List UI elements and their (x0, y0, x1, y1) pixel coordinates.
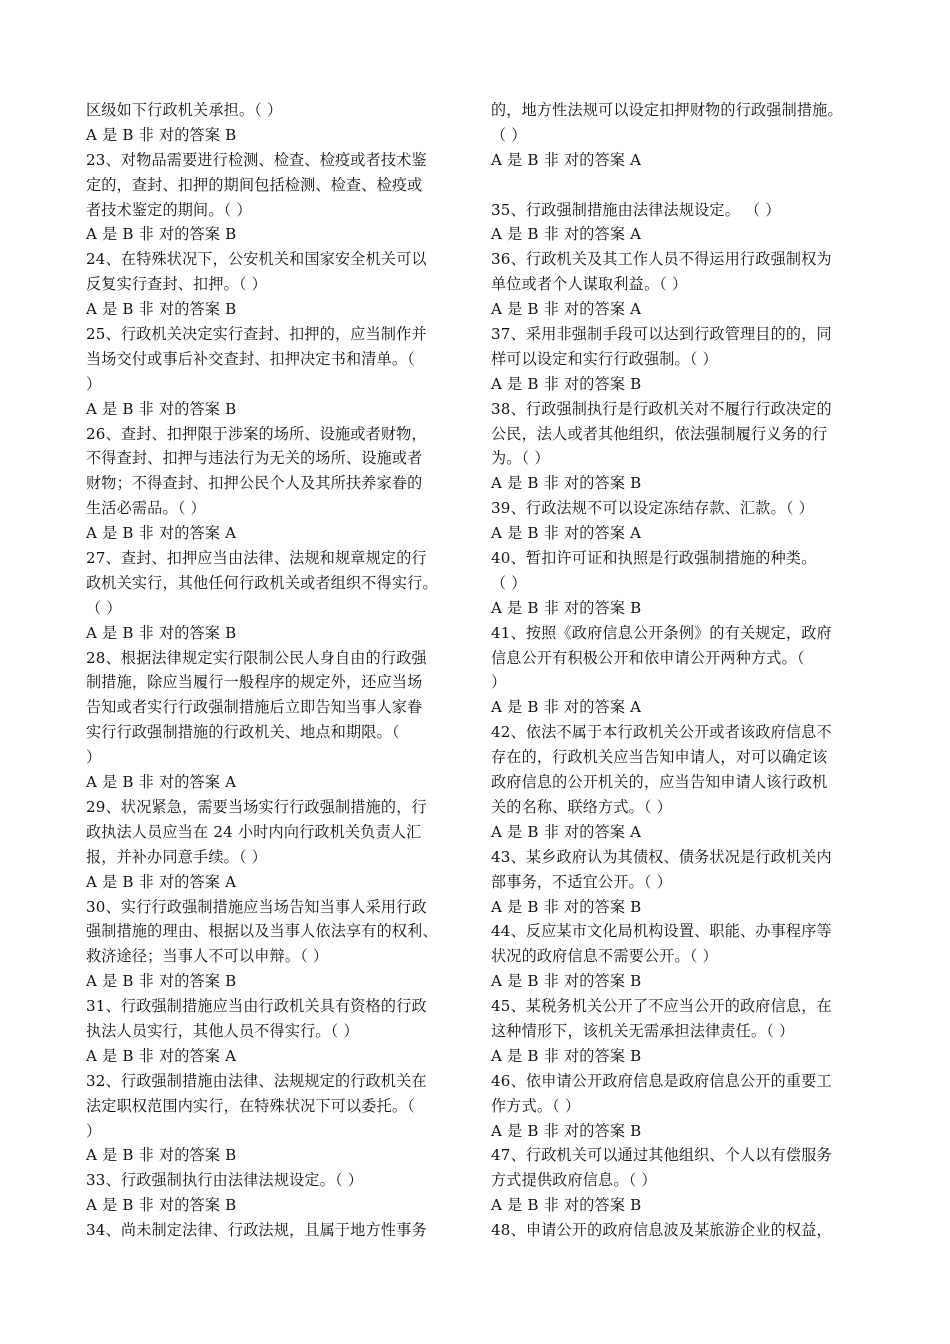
text-line: A 是 B 非 对的答案 B (86, 300, 237, 319)
text-line: 为。（ ） (491, 449, 550, 468)
text-line: A 是 B 非 对的答案 B (491, 1196, 642, 1215)
text-line: A 是 B 非 对的答案 A (491, 698, 642, 717)
text-line: 政执法人员应当在 24 小时内向行政机关负责人汇 (86, 822, 422, 841)
text-line: 47、行政机关可以通过其他组织、个人以有偿服务 (491, 1146, 832, 1165)
text-line: ） (86, 374, 102, 393)
text-line: A 是 B 非 对的答案 B (86, 972, 237, 991)
text-line: 31、行政强制措施应当由行政机关具有资格的行政 (86, 997, 427, 1016)
text-line: 单位或者个人谋取利益。（ ） (491, 275, 688, 294)
text-line: 45、某税务机关公开了不应当公开的政府信息，在 (491, 997, 832, 1016)
left-text-column (86, 98, 478, 1243)
text-line: 42、依法不属于本行政机关公开或者该政府信息不 (491, 723, 832, 742)
text-line: A 是 B 非 对的答案 B (491, 598, 642, 617)
right-text-column (491, 98, 883, 1243)
text-line: 23、对物品需要进行检测、检查、检疫或者技术鉴 (86, 150, 427, 169)
text-line: 30、实行行政强制措施应当场告知当事人采用行政 (86, 897, 427, 916)
text-line: 26、查封、扣押限于涉案的场所、设施或者财物， (86, 424, 427, 443)
text-line: 35、行政强制措施由法律法规设定。 （ ） (491, 200, 781, 219)
text-line: 39、行政法规不可以设定冻结存款、汇款。（ ） (491, 499, 814, 518)
text-line: A 是 B 非 对的答案 B (86, 623, 237, 642)
text-line: A 是 B 非 对的答案 B (491, 474, 642, 493)
text-line: 不得查封、扣押与违法行为无关的场所、设施或者 (86, 449, 423, 468)
text-line: 40、暂扣许可证和执照是行政强制措施的种类。 (491, 549, 817, 568)
text-line: 25、行政机关决定实行查封、扣押的，应当制作并 (86, 325, 427, 344)
text-line: A 是 B 非 对的答案 A (491, 150, 642, 169)
text-line: 财物；不得查封、扣押公民个人及其所扶养家眷的 (86, 474, 423, 493)
text-line: ） (86, 1121, 102, 1140)
text-line: ） (491, 673, 507, 692)
text-line: A 是 B 非 对的答案 B (491, 1046, 642, 1065)
text-line: 政机关实行，其他任何行政机关或者组织不得实行。 (86, 573, 438, 592)
text-line: 政府信息的公开机关的，应当告知申请人该行政机 (491, 773, 828, 792)
text-line: 这种情形下，该机关无需承担法律责任。（ ） (491, 1021, 795, 1040)
text-line: 36、行政机关及其工作人员不得运用行政强制权为 (491, 250, 832, 269)
text-line: （ ） (491, 125, 527, 144)
text-line: 报，并补办同意手续。（ ） (86, 847, 267, 866)
text-line: 当场交付或事后补交查封、扣押决定书和清单。（ (86, 349, 415, 368)
text-line: 32、行政强制措施由法律、法规规定的行政机关在 (86, 1071, 427, 1090)
text-line: 状况的政府信息不需要公开。（ ） (491, 947, 718, 966)
text-line: 48、申请公开的政府信息波及某旅游企业的权益， (491, 1221, 832, 1240)
text-line: 区级如下行政机关承担。（ ） (86, 101, 283, 119)
text-line: A 是 B 非 对的答案 A (86, 773, 237, 792)
text-line: A 是 B 非 对的答案 A (86, 524, 237, 543)
text-line: 告知或者实行行政强制措施后立即告知当事人家眷 (86, 698, 423, 717)
text-line: A 是 B 非 对的答案 B (86, 125, 237, 144)
text-line: 存在的，行政机关应当告知申请人，对可以确定该 (491, 748, 828, 767)
text-line: 关的名称、联络方式。（ ） (491, 797, 672, 816)
text-line: A 是 B 非 对的答案 B (491, 374, 642, 393)
text-line: 46、依申请公开政府信息是政府信息公开的重要工 (491, 1071, 832, 1090)
text-line: 29、状况紧急，需要当场实行行政强制措施的，行 (86, 797, 427, 816)
text-line: 定的，查封、扣押的期间包括检测、检查、检疫或 (86, 175, 423, 194)
text-line: ） (86, 748, 102, 767)
text-line: A 是 B 非 对的答案 B (86, 1196, 237, 1215)
text-line: 制措施，除应当履行一般程序的规定外，还应当场 (86, 673, 423, 692)
text-line: 法定职权范围内实行，在特殊状况下可以委托。（ (86, 1096, 415, 1115)
text-line: 38、行政强制执行是行政机关对不履行行政决定的 (491, 399, 832, 418)
text-line: A 是 B 非 对的答案 B (86, 1146, 237, 1165)
text-line: 27、查封、扣押应当由法律、法规和规章规定的行 (86, 549, 427, 568)
text-line: 反复实行查封、扣押。（ ） (86, 275, 267, 294)
text-line: 41、按照《政府信息公开条例》的有关规定，政府 (491, 623, 832, 642)
text-line: （ ） (491, 573, 527, 592)
text-line: 救济途径；当事人不可以申辩。（ ） (86, 947, 329, 966)
text-line: 33、行政强制执行由法律法规设定。（ ） (86, 1171, 364, 1190)
text-line: A 是 B 非 对的答案 B (491, 972, 642, 991)
text-line: A 是 B 非 对的答案 A (491, 225, 642, 244)
text-line: A 是 B 非 对的答案 B (491, 1121, 642, 1140)
text-line: 样可以设定和实行行政强制。（ ） (491, 349, 718, 368)
text-line: 实行行政强制措施的行政机关、地点和期限。（ (86, 723, 400, 742)
text-line: （ ） (86, 598, 122, 617)
text-line: 者技术鉴定的期间。（ ） (86, 200, 252, 219)
text-line: 方式提供政府信息。（ ） (491, 1171, 657, 1190)
text-line: 强制措施的理由、根据以及当事人依法享有的权利、 (86, 922, 438, 941)
text-line (491, 173, 883, 198)
text-line: A 是 B 非 对的答案 A (491, 524, 642, 543)
text-line: A 是 B 非 对的答案 A (86, 872, 237, 891)
text-line: 28、根据法律规定实行限制公民人身自由的行政强 (86, 648, 427, 667)
text-line: 作方式。（ ） (491, 1096, 581, 1115)
text-line: 43、某乡政府认为其债权、债务状况是行政机关内 (491, 847, 832, 866)
text-line: 部事务，不适宜公开。（ ） (491, 872, 672, 891)
text-line: 公民，法人或者其他组织，依法强制履行义务的行 (491, 424, 828, 443)
text-line: A 是 B 非 对的答案 B (86, 399, 237, 418)
text-line: A 是 B 非 对的答案 A (86, 1046, 237, 1065)
text-line: A 是 B 非 对的答案 A (491, 822, 642, 841)
text-line: 34、尚未制定法律、行政法规，且属于地方性事务 (86, 1221, 427, 1240)
text-line: 的，地方性法规可以设定扣押财物的行政强制措施。 (491, 101, 843, 119)
text-line: 生活必需品。（ ） (86, 499, 206, 518)
text-line: 24、在特殊状况下，公安机关和国家安全机关可以 (86, 250, 427, 269)
text-line: 44、反应某市文化局机构设置、职能、办事程序等 (491, 922, 832, 941)
text-line: 37、采用非强制手段可以达到行政管理目的的，同 (491, 325, 832, 344)
text-line: 执法人员实行，其他人员不得实行。（ ） (86, 1021, 359, 1040)
text-line: A 是 B 非 对的答案 A (491, 300, 642, 319)
text-line: A 是 B 非 对的答案 B (86, 225, 237, 244)
text-line: A 是 B 非 对的答案 B (491, 897, 642, 916)
text-line: 信息公开有积极公开和依申请公开两种方式。（ (491, 648, 805, 667)
